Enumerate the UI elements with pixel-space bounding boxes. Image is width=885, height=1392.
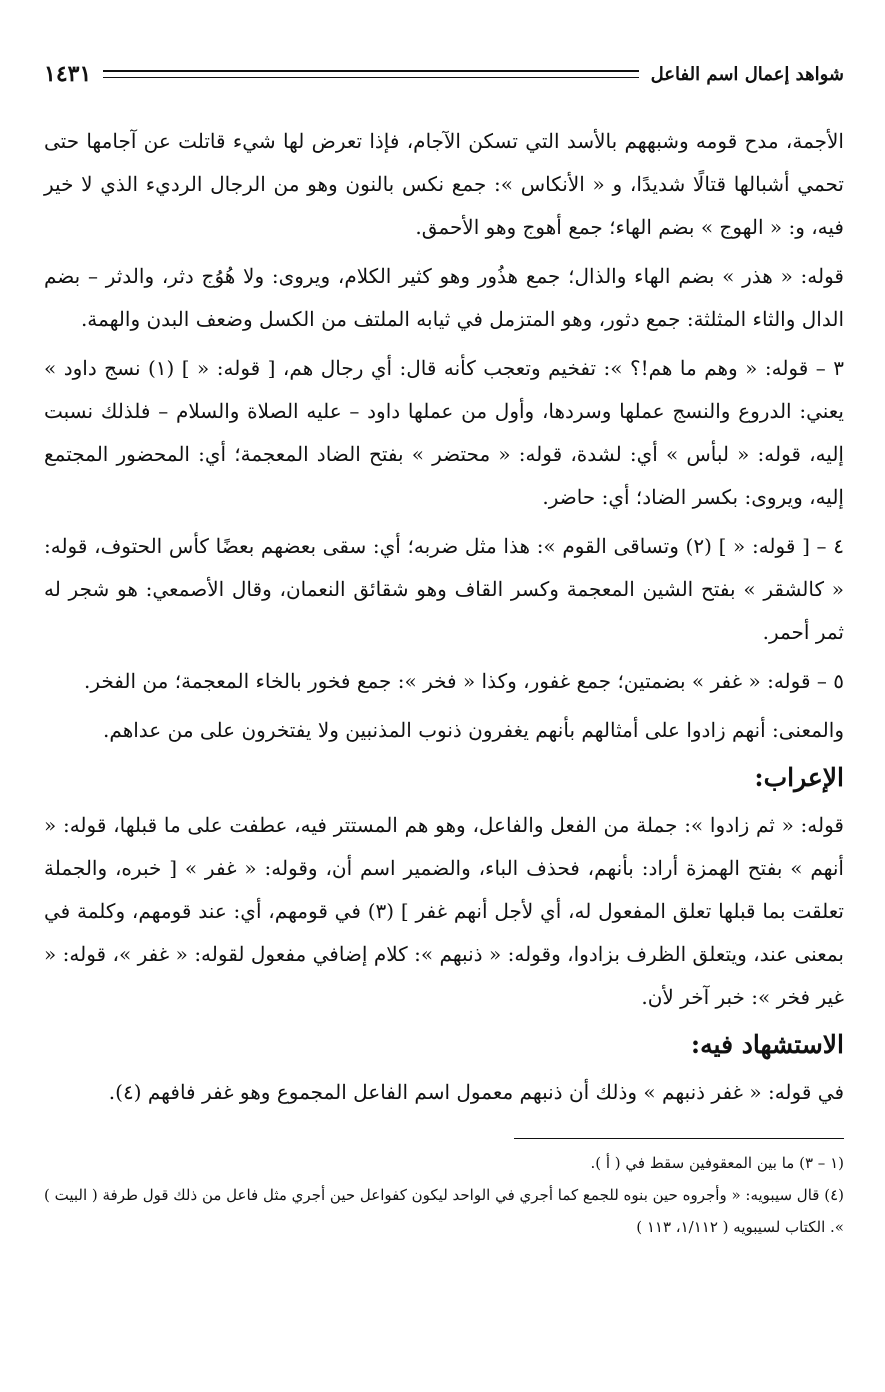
running-header	[44, 56, 844, 92]
footnotes	[44, 1147, 844, 1243]
i3rab-paragraph: قوله: « ثم زادوا »: جملة من الفعل والفاعل، وهو هم المستتر فيه، عطفت على ما قبلها، قوله: « أنهم » بفتح الهمزة أراد: بأنهم، فحذف الباء، والضمير اسم أن، وقوله: « غفر » [ خبره، والجملة تعلقت بما قبلها تعلق المفعول له، أي لأجل أنهم غفر ] (٣) في قومهم، أي: عند قومهم، وكلمة في بمعنى عند، ويتعلق الظرف بزادوا، وقوله: « ذنبهم »: كلام إضافي مفعول لقوله: « غفر »، قوله: « غير فخر »: خبر آخر لأن.	[44, 813, 845, 1009]
book-page	[44, 56, 844, 1356]
istishhad-heading: الاستشهاد فيه:	[690, 1030, 844, 1059]
footnote-1-3: (١ – ٣) ما بين المعقوفين سقط في ( أ ).	[590, 1154, 844, 1172]
paragraph-5: ٥ – قوله: « غفر » بضمتين؛ جمع غفور، وكذا « فخر »: جمع فخور بالخاء المعجمة؛ من الفخر.	[84, 669, 844, 693]
istishhad-paragraph: في قوله: « غفر ذنبهم » وذلك أن ذنبهم معمول اسم الفاعل المجموع وهو غفر فافهم (٤).	[108, 1080, 844, 1104]
running-title: شواهد إعمال اسم الفاعل	[650, 63, 844, 85]
paragraph-ajama: الأجمة، مدح قومه وشبههم بالأسد التي تسكن الآجام، فإذا تعرض لها شيء قاتلت عن آجامها حتى تحمي أشبالها قتالًا شديدًا، و « الأنكاس »: جمع نكس بالنون وهو من الرجال الرديء الذي لا خير فيه، و: « الهوج » بضم الهاء؛ جمع أهوج وهو الأحمق.	[44, 129, 844, 239]
paragraph-meaning: والمعنى: أنهم زادوا على أمثالهم بأنهم يغفرون ذنوب المذنبين ولا يفتخرون على من عداهم.	[103, 718, 844, 742]
page-number: ١٤٣١	[44, 61, 92, 87]
header-rule	[103, 70, 638, 78]
body-text	[44, 120, 844, 1114]
paragraph-3: ٣ – قوله: « وهم ما هم!؟ »: تفخيم وتعجب كأنه قال: أي رجال هم، [ قوله: « ] (١) نسج داود » يعني: الدروع والنسج عملها وسردها، وأول من عملها داود – عليه الصلاة والسلام – فلذلك نسبت إليه، قوله: « لبأس » أي: لشدة، قوله: « محتضر » بفتح الضاد المعجمة؛ أي: المحضور المجتمع إليه، ويروى: بكسر الضاد؛ أي: حاضر.	[44, 356, 844, 509]
footnote-divider	[514, 1138, 844, 1139]
paragraph-4: ٤ – [ قوله: « ] (٢) وتساقى القوم »: هذا مثل ضربه؛ أي: سقى بعضهم بعضًا كأس الحتوف، قوله: « كالشقر » بفتح الشين المعجمة وكسر القاف وهو شقائق النعمان، وقال الأصمعي: هو شجر له ثمر أحمر.	[44, 534, 844, 644]
i3rab-heading: الإعراب:	[754, 763, 844, 792]
paragraph-hadhir: قوله: « هذر » بضم الهاء والذال؛ جمع هذُور وهو كثير الكلام، ويروى: ولا هُوُج دثر، والدثر – بضم الدال والثاء المثلثة: جمع دثور، وهو المتزمل في ثيابه الملتف من الكسل وضعف البدن والهمة.	[44, 264, 844, 331]
footnote-4: (٤) قال سيبويه: « وأجروه حين بنوه للجمع كما أجري في الواحد ليكون كفواعل حين أجري مثل فاعل من ذلك قول طرفة ( البيت ) ». الكتاب لسيبويه ( ١/١١٢، ١١٣ )	[43, 1186, 844, 1236]
